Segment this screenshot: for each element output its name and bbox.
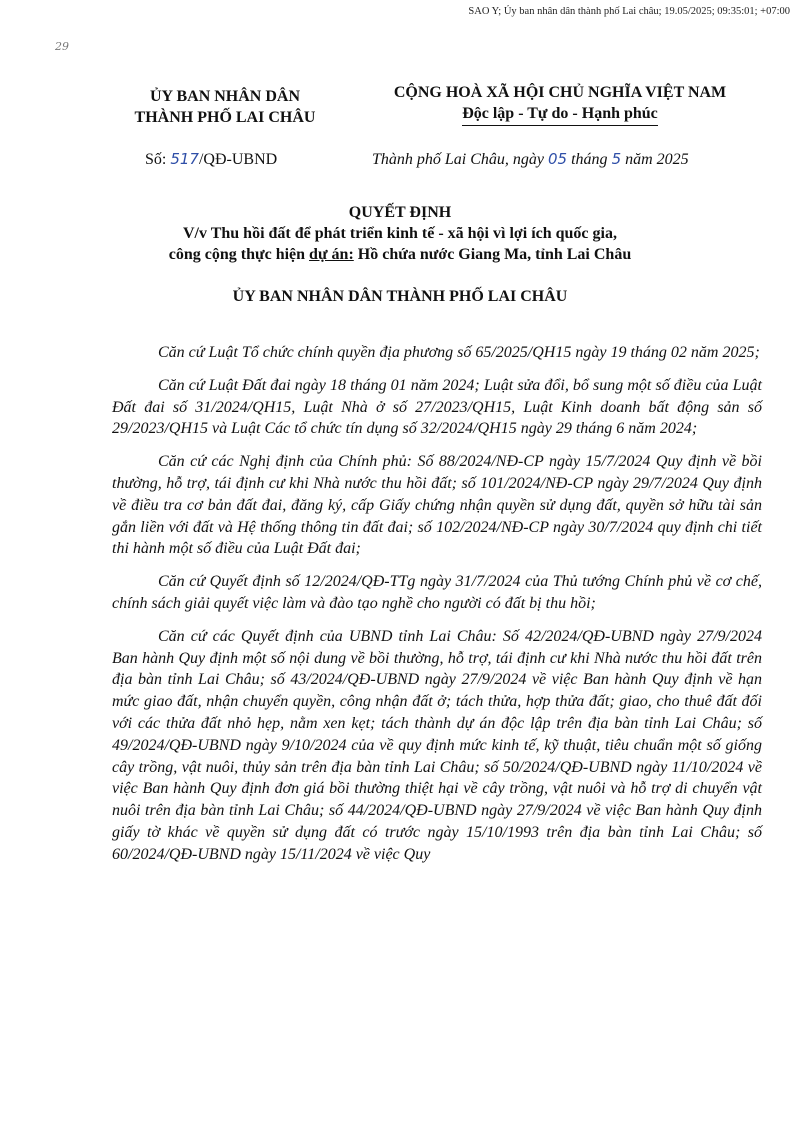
subject-part-a: công cộng thực hiện bbox=[168, 246, 310, 263]
legal-basis-paragraph: Căn cứ các Quyết định của UBND tỉnh Lai Châu: Số 42/2024/QĐ-UBND ngày 27/9/2024 Ban hành Quy định một số nội dung về bồi thường, hỗ trợ, tái định cư khi Nhà nước thu hồi đất trên địa bàn tỉnh Lai Châu; số 43/2024/QĐ-UBND ngày 27/9/2024 về việc Ban hành Quy định về hạn mức giao đất, nhận chuyển quyền, công nhận đất ở; tách thửa, hợp thửa đất; giao, cho thuê đất đối với các thửa đất nhỏ hẹp, nằm xen kẹt; tách thành dự án độc lập trên địa bàn tỉnh Lai Châu; số 49/2024/QĐ-UBND ngày 9/10/2024 của về quy định mức kinh tế, kỹ thuật, tiêu chuẩn một số giống cây trồng, vật nuôi, thủy sản trên địa bàn tỉnh Lai Châu; số 50/2024/QĐ-UBND ngày 11/10/2024 về việc Ban hành Quy định đơn giá bồi thường thiệt hại về cây trồng, vật nuôi và hỗ trợ di chuyển vật nuôi trên địa bàn tỉnh Lai Châu; số 44/2024/QĐ-UBND ngày 27/9/2024 về việc Ban hành Quy định giấy tờ khác về quyền sử dụng đất có trước ngày 15/10/1993 trên địa bàn tỉnh Lai Châu; số 60/2024/QĐ-UBND ngày 15/11/2024 về việc Quy bbox=[112, 627, 762, 863]
date-month-handwritten: 5 bbox=[611, 150, 622, 168]
issue-date bbox=[372, 150, 689, 169]
legal-basis-paragraph: Căn cứ các Nghị định của Chính phủ: Số 88/2024/NĐ-CP ngày 15/7/2024 Quy định về bồi thường, hỗ trợ, tái định cư khi Nhà nước thu hồi đất; số 101/2024/NĐ-CP ngày 29/7/2024 Quy định về điều tra cơ bản đất đai, đăng ký, cấp Giấy chứng nhận quyền sử dụng đất, quyền sở hữu tài sản gắn liền với đất và Hệ thống thông tin đất đai; số 102/2024/NĐ-CP ngày 30/7/2024 quy định chi tiết thi hành một số điều của Luật Đất đai; bbox=[112, 453, 762, 558]
agency-line-2: THÀNH PHỐ LAI CHÂU bbox=[134, 109, 316, 126]
decision-subject-line-2 bbox=[60, 244, 740, 265]
issuing-agency bbox=[95, 86, 355, 128]
date-prefix: Thành phố Lai Châu, ngày bbox=[372, 151, 549, 168]
decision-heading: QUYẾT ĐỊNH bbox=[348, 204, 452, 221]
legal-basis-paragraph: Căn cứ Luật Tổ chức chính quyền địa phương số 65/2025/QH15 ngày 19 tháng 02 năm 2025; bbox=[158, 344, 760, 361]
date-suffix: năm 2025 bbox=[621, 151, 689, 168]
handwritten-page-number: 29 bbox=[55, 40, 69, 53]
national-motto: Độc lập - Tự do - Hạnh phúc bbox=[462, 103, 658, 126]
legal-basis-paragraph: Căn cứ Quyết định số 12/2024/QĐ-TTg ngày 31/7/2024 của Thủ tướng Chính phủ về cơ chế, chính sách giải quyết việc làm và đào tạo nghề cho người có đất bị thu hồi; bbox=[112, 573, 762, 612]
doc-number-suffix: /QĐ-UBND bbox=[198, 151, 278, 168]
date-middle: tháng bbox=[567, 151, 612, 168]
doc-number-handwritten: 517 bbox=[170, 150, 199, 168]
issuing-authority-heading: ỦY BAN NHÂN DÂN THÀNH PHỐ LAI CHÂU bbox=[232, 288, 568, 305]
decision-title bbox=[60, 202, 740, 265]
agency-line-1: ỦY BAN NHÂN DÂN bbox=[149, 88, 301, 105]
decision-subject-line-1: V/v Thu hồi đất để phát triển kinh tế - xã hội vì lợi ích quốc gia, bbox=[183, 225, 617, 242]
subject-part-c: Hồ chứa nước Giang Ma, tỉnh Lai Châu bbox=[353, 246, 632, 263]
legal-basis-section bbox=[112, 342, 762, 877]
national-header bbox=[365, 82, 755, 126]
legal-basis-paragraph: Căn cứ Luật Đất đai ngày 18 tháng 01 năm 2024; Luật sửa đổi, bổ sung một số điều của Luật Đất đai số 31/2024/QH15, Luật Nhà ở số 27/2023/QH15, Luật Kinh doanh bất động sản số 29/2023/QH15 và Luật Các tổ chức tín dụng số 32/2024/QH15 ngày 29 tháng 6 năm 2024; bbox=[112, 376, 762, 438]
date-day-handwritten: 05 bbox=[548, 150, 568, 168]
document-number bbox=[145, 150, 277, 169]
nation-name: CỘNG HOÀ XÃ HỘI CHỦ NGHĨA VIỆT NAM bbox=[393, 84, 727, 101]
digital-copy-stamp: SAO Y; Ủy ban nhân dân thành phố Lai châu; 19.05/2025; 09:35:01; +07:00 bbox=[468, 6, 790, 17]
subject-part-b: dự án: bbox=[309, 246, 354, 263]
doc-number-prefix: Số: bbox=[145, 151, 171, 168]
